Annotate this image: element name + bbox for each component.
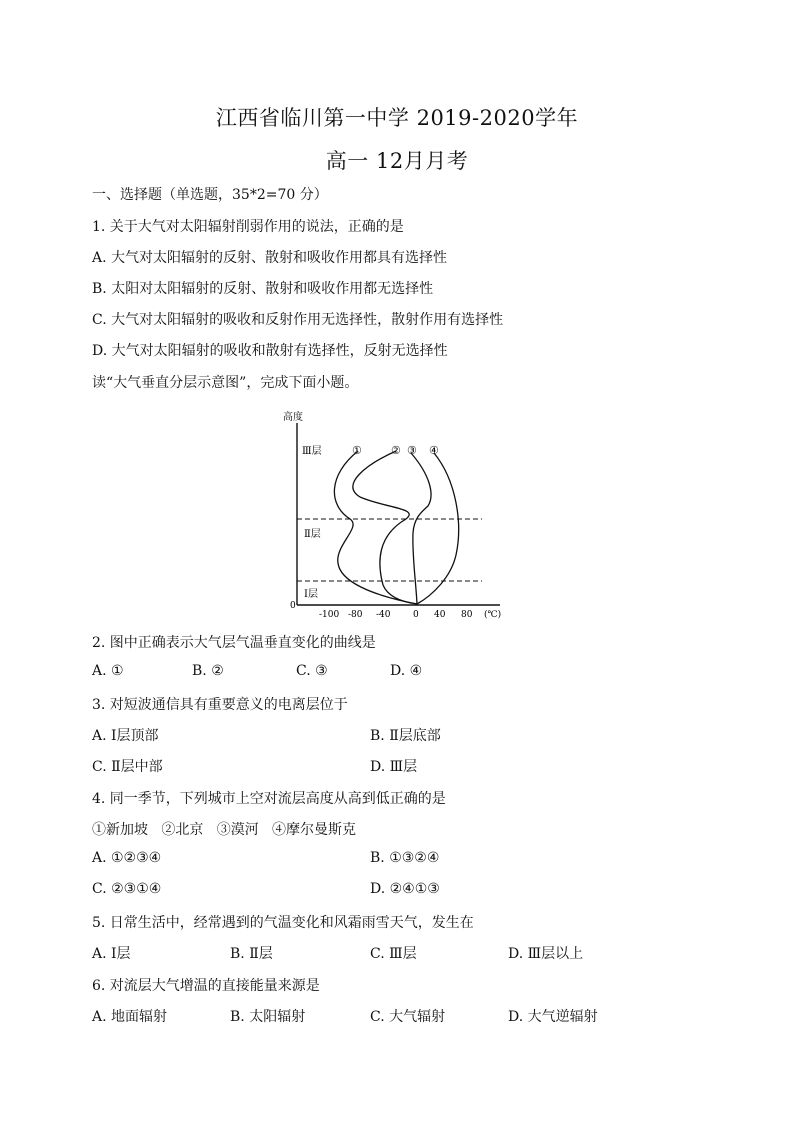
curve-1-label: ①: [352, 444, 362, 457]
question-4-option-a: A. ①②③④: [92, 850, 162, 866]
question-2-option-b: B. ②: [192, 663, 224, 679]
x-tick-80: 80: [461, 610, 473, 620]
question-1-option-b: B. 太阳对太阳辐射的反射、散射和吸收作用都无选择性: [92, 281, 434, 297]
question-3-option-c: C. Ⅱ层中部: [92, 759, 163, 775]
question-6-stem: 6. 对流层大气增温的直接能量来源是: [92, 978, 320, 994]
question-1-option-d: D. 大气对太阳辐射的吸收和散射有选择性，反射无选择性: [92, 343, 448, 359]
question-3-option-d: D. Ⅲ层: [370, 759, 418, 775]
layer-2-label: Ⅱ层: [304, 529, 321, 540]
question-4-option-d: D. ②④①③: [370, 881, 440, 897]
question-6-option-b: B. 太阳辐射: [230, 1009, 306, 1025]
curve-4-label: ④: [429, 444, 439, 457]
layer-3-label: Ⅲ层: [302, 446, 322, 457]
x-tick-minus80: -80: [348, 610, 363, 620]
question-6-option-d: D. 大气逆辐射: [508, 1009, 598, 1025]
question-3-option-a: A. Ⅰ层顶部: [92, 728, 159, 744]
x-tick-minus40: -40: [376, 610, 391, 620]
section-heading: 一、选择题（单选题，35*2=70 分）: [92, 187, 328, 203]
question-4-cities: ①新加坡 ②北京 ③漠河 ④摩尔曼斯克: [92, 822, 357, 838]
question-2-option-d: D. ④: [390, 663, 423, 679]
question-5-option-b: B. Ⅱ层: [230, 946, 273, 962]
layer-1-label: Ⅰ层: [304, 589, 318, 600]
atmosphere-layer-diagram: [270, 405, 520, 620]
question-2-option-a: A. ①: [92, 663, 124, 679]
question-5-option-d: D. Ⅲ层以上: [508, 946, 584, 962]
figure-intro: 读“大气垂直分层示意图”，完成下面小题。: [92, 375, 359, 391]
question-2-option-c: C. ③: [296, 663, 328, 679]
question-5-option-a: A. Ⅰ层: [92, 946, 131, 962]
question-3-stem: 3. 对短波通信具有重要意义的电离层位于: [92, 697, 348, 713]
question-5-option-c: C. Ⅲ层: [370, 946, 417, 962]
question-1-option-a: A. 大气对太阳辐射的反射、散射和吸收作用都具有选择性: [92, 250, 448, 266]
question-1-stem: 1. 关于大气对太阳辐射削弱作用的说法，正确的是: [92, 219, 404, 235]
curve-3-label: ③: [407, 444, 417, 457]
y-axis-label: 高度: [283, 412, 303, 423]
question-3-option-b: B. Ⅱ层底部: [370, 728, 441, 744]
question-4-option-c: C. ②③①④: [92, 881, 162, 897]
question-2-stem: 2. 图中正确表示大气层气温垂直变化的曲线是: [92, 635, 376, 651]
exam-title: 江西省临川第一中学 2019-2020学年: [215, 106, 579, 130]
x-tick-0: 0: [413, 610, 419, 620]
question-4-stem: 4. 同一季节，下列城市上空对流层高度从高到低正确的是: [92, 791, 446, 807]
question-5-stem: 5. 日常生活中，经常遇到的气温变化和风霜雨雪天气，发生在: [92, 915, 474, 931]
question-1-option-c: C. 大气对太阳辐射的吸收和反射作用无选择性，散射作用有选择性: [92, 312, 504, 328]
origin-label: 0: [290, 601, 296, 611]
x-tick-minus100: -100: [319, 610, 340, 620]
curve-2-label: ②: [391, 444, 401, 457]
exam-subtitle: 高一 12月月考: [325, 149, 469, 173]
x-tick-40: 40: [434, 610, 446, 620]
question-6-option-c: C. 大气辐射: [370, 1009, 446, 1025]
question-4-option-b: B. ①③②④: [370, 850, 440, 866]
x-axis-unit: (℃): [484, 610, 502, 620]
question-6-option-a: A. 地面辐射: [92, 1009, 168, 1025]
